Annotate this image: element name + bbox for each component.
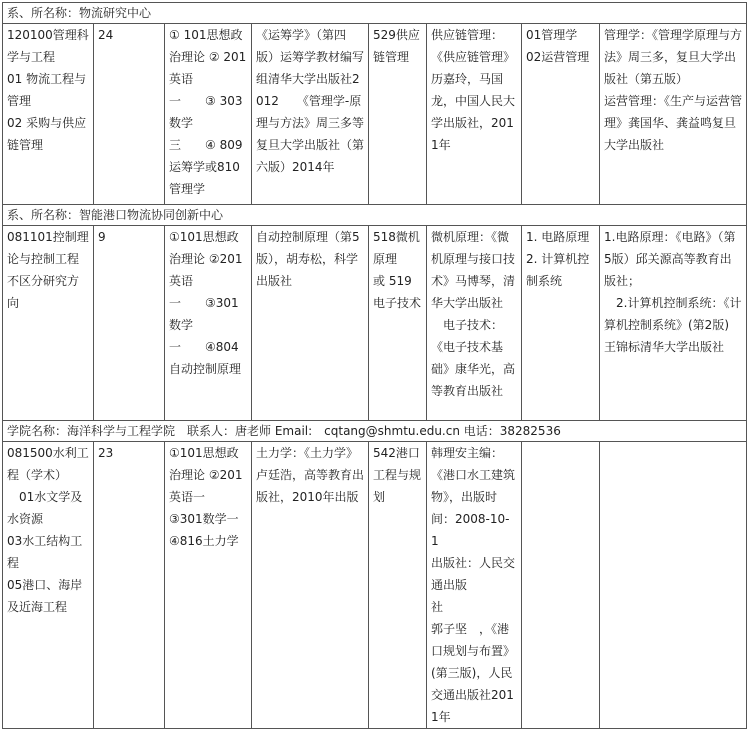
retest-subject-cell: 529供应链管理: [369, 24, 427, 205]
exam-subjects-cell: ①101思想政治理论 ②201英语一 ③301数学一 ④816土力学: [165, 442, 252, 729]
section-header-ocean-college: 学院名称：海洋科学与工程学院 联系人：唐老师 Email: cqtang@shmtu.edu.cn 电话：38282536: [3, 421, 747, 442]
exam-subjects-cell: ① 101思想政治理论 ② 201英语 一 ③ 303数学 三 ④ 809运筹学或810管理学: [165, 24, 252, 205]
major-cell: 081101控制理论与控制工程 不区分研究方向: [3, 226, 94, 421]
equal-subjects-cell: 1. 电路原理 2. 计算机控制系统: [522, 226, 600, 421]
quota-cell: 9: [94, 226, 165, 421]
equal-subjects-cell: [522, 442, 600, 729]
exam-subjects-cell: ①101思想政治理论 ②201英语 一 ③301数学 一 ④804自动控制原理: [165, 226, 252, 421]
retest-subject-cell: 542港口工程与规划: [369, 442, 427, 729]
equal-books-cell: [600, 442, 747, 729]
major-cell: 081500水利工程（学术） 01水文学及水资源 03水工结构工程 05港口、海岸及近海工程: [3, 442, 94, 729]
quota-cell: 24: [94, 24, 165, 205]
retest-books-cell: 微机原理：《微机原理与接口技术》马博琴，清华大学出版社 电子技术：《电子技术基础》康华光，高等教育出版社: [427, 226, 522, 421]
quota-cell: 23: [94, 442, 165, 729]
equal-books-cell: 1.电路原理：《电路》（第5版）邱关源高等教育出版社； 2.计算机控制系统：《计算机控制系统》(第2版) 王锦标清华大学出版社: [600, 226, 747, 421]
reference-books-cell: 《运筹学》（第四版）运筹学教材编写组清华大学出版社2012 《管理学-原理与方法》周三多等复旦大学出版社（第六版）2014年: [252, 24, 369, 205]
major-cell: 120100管理科学与工程 01 物流工程与管理 02 采购与供应链管理: [3, 24, 94, 205]
retest-books-cell: 供应链管理：《供应链管理》 历嘉玲，马国龙，中国人民大学出版社，2011年: [427, 24, 522, 205]
reference-books-cell: 自动控制原理（第5版），胡寿松，科学出版社: [252, 226, 369, 421]
equal-books-cell: 管理学：《管理学原理与方法》周三多，复旦大学出版社（第五版） 运营管理：《生产与运营管理》龚国华、龚益鸣复旦大学出版社: [600, 24, 747, 205]
section-header-logistics: 系、所名称：物流研究中心: [3, 3, 747, 24]
equal-subjects-cell: 01管理学 02运营管理: [522, 24, 600, 205]
admissions-table: [2, 2, 747, 729]
table-row: [3, 24, 747, 205]
retest-books-cell: 韩理安主编：《港口水工建筑物》，出版时间：2008-10-1 出版社：人民交通出版 社 郭子坚 ，《港口规划与布置》(第三版)，人民交通出版社2011年: [427, 442, 522, 729]
table-row: [3, 442, 747, 729]
section-header-smart-port: 系、所名称：智能港口物流协同创新中心: [3, 205, 747, 226]
retest-subject-cell: 518微机原理 或 519电子技术: [369, 226, 427, 421]
reference-books-cell: 土力学：《土力学》卢廷浩，高等教育出版社，2010年出版: [252, 442, 369, 729]
table-row: [3, 226, 747, 421]
